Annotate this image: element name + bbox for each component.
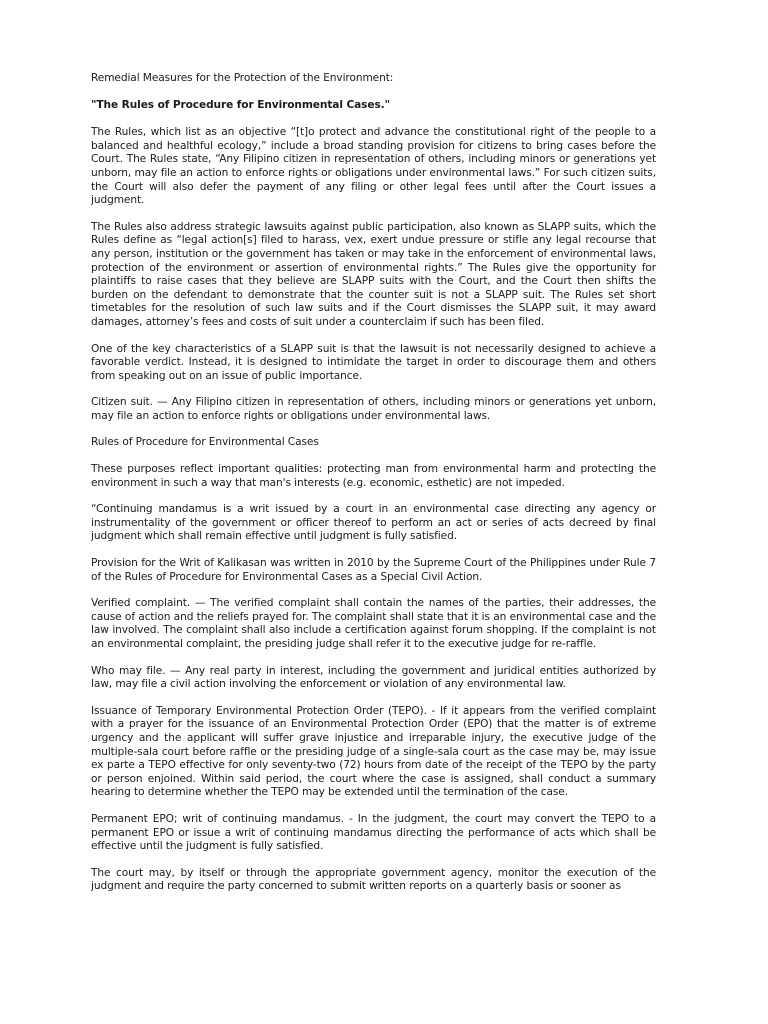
paragraph-court-monitoring: The court may, by itself or through the appropriate government agency, monitor the execution of the judgment and require the party concerned to submit written reports on a quarterly basis or sooner as bbox=[91, 866, 656, 893]
document-subheading: "The Rules of Procedure for Environmental Cases." bbox=[91, 98, 391, 111]
paragraph-citizen-suit: Citizen suit. — Any Filipino citizen in representation of others, including minors or generations yet unborn, may file an action to enforce rights or obligations under environmental laws. bbox=[91, 396, 656, 422]
paragraph-permanent-epo: Permanent EPO; writ of continuing mandamus. - In the judgment, the court may convert the TEPO to a permanent EPO or issue a writ of continuing mandamus directing the performance of acts which shall be effective until the judgment is fully satisfied. bbox=[91, 812, 656, 853]
document-heading: Remedial Measures for the Protection of the Environment: bbox=[91, 72, 394, 84]
paragraph-rules-title: Rules of Procedure for Environmental Cases bbox=[91, 436, 319, 449]
paragraph-citizen-standing: The Rules, which list as an objective “[t]o protect and advance the constitutional right of the people to a balanced and healthful ecology,” include a broad standing provision for citizens to bring cases before the Court. The Rules state, “Any Filipino citizen in representation of others, including minors or generations yet unborn, may file an action to enforce rights or obligations under environmental laws.” For such citizen suits, the Court will also defer the payment of any filing or other legal fees until after the Court issues a judgment. bbox=[91, 126, 656, 207]
paragraph-slapp-suits: The Rules also address strategic lawsuits against public participation, also known as SLAPP suits, which the Rules define as “legal action[s] filed to harass, vex, exert undue pressure or stifle any legal recourse that any person, institution or the government has taken or may take in the enforcement of environmental laws, protection of the environment or assertion of environmental rights.” The Rules give the opportunity for plaintiffs to raise cases that they believe are SLAPP suits with the Court, and the Court then shifts the burden on the defendant to demonstrate that the counter suit is not a SLAPP suit. The Rules set short timetables for the resolution of such law suits and if the Court dismisses the SLAPP suit, it may award damages, attorney’s fees and costs of suit under a counterclaim if such has been filed. bbox=[91, 220, 656, 328]
paragraph-writ-of-kalikasan: Provision for the Writ of Kalikasan was written in 2010 by the Supreme Court of the Philippines under Rule 7 of the Rules of Procedure for Environmental Cases as a Special Civil Action. bbox=[91, 557, 656, 583]
paragraph-verified-complaint: Verified complaint. — The verified complaint shall contain the names of the parties, their addresses, the cause of action and the reliefs prayed for. The complaint shall state that it is an environmental case and the law involved. The complaint shall also include a certification against forum shopping. If the complaint is not an environmental complaint, the presiding judge shall refer it to the executive judge for re-raffle. bbox=[91, 597, 656, 650]
paragraph-tepo-issuance: Issuance of Temporary Environmental Protection Order (TEPO). - If it appears from the verified complaint with a prayer for the issuance of an Environmental Protection Order (EPO) that the matter is of extreme urgency and the applicant will suffer grave injustice and irreparable injury, the executive judge of the multiple-sala court before raffle or the presiding judge of a single-sala court as the case may be, may issue ex parte a TEPO effective for only seventy-two (72) hours from date of the receipt of the TEPO by the party or person enjoined. Within said period, the court where the case is assigned, shall conduct a summary hearing to determine whether the TEPO may be extended until the termination of the case. bbox=[91, 704, 656, 799]
paragraph-purposes: These purposes reflect important qualities: protecting man from environmental harm and protecting the environment in such a way that man's interests (e.g. economic, esthetic) are not impeded. bbox=[91, 463, 656, 489]
paragraph-who-may-file: Who may file. — Any real party in interest, including the government and juridical entities authorized by law, may file a civil action involving the enforcement or violation of any environmental law. bbox=[91, 664, 656, 691]
paragraph-continuing-mandamus: “Continuing mandamus is a writ issued by a court in an environmental case directing any agency or instrumentality of the government or officer thereof to perform an act or series of acts decreed by final judgment which shall remain effective until judgment is fully satisfied. bbox=[91, 503, 656, 543]
paragraph-slapp-characteristics: One of the key characteristics of a SLAPP suit is that the lawsuit is not necessarily designed to achieve a favorable verdict. Instead, it is designed to intimidate the target in order to discourage them and others from speaking out on an issue of public importance. bbox=[91, 342, 656, 382]
